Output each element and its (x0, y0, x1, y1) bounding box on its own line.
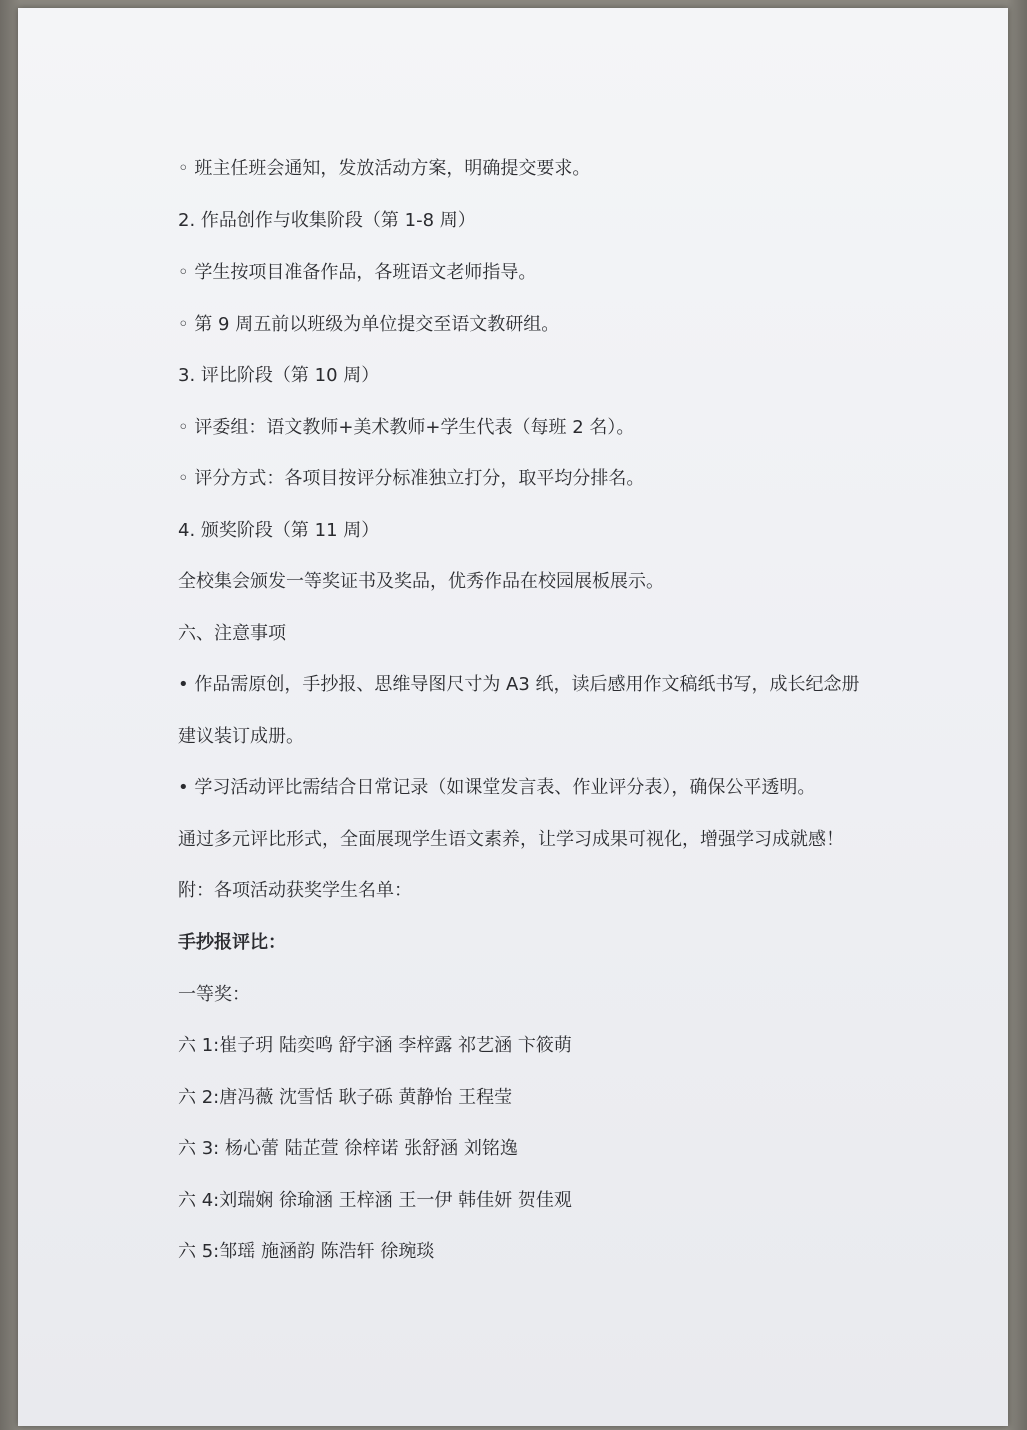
text-line-judges: ◦ 评委组：语文教师+美术教师+学生代表（每班 2 名）。 (178, 417, 635, 438)
paper-sheet (18, 8, 1008, 1426)
heading-handwritten-newspaper: 手抄报评比： (178, 932, 286, 953)
text-line-prepare-works: ◦ 学生按项目准备作品，各班语文老师指导。 (178, 262, 537, 283)
text-line-awards: 全校集会颁发一等奖证书及奖品，优秀作品在校园展板展示。 (178, 571, 664, 592)
winners-class-6-3: 六 3: 杨心蕾 陆芷萱 徐梓诺 张舒涵 刘铭逸 (178, 1138, 518, 1159)
text-line-scoring: ◦ 评分方式：各项目按评分标准独立打分，取平均分排名。 (178, 468, 645, 489)
text-line-daily-records: • 学习活动评比需结合日常记录（如课堂发言表、作业评分表），确保公平透明。 (178, 777, 816, 798)
heading-stage-4: 4. 颁奖阶段（第 11 周） (178, 520, 380, 541)
text-line-submit-week9: ◦ 第 9 周五前以班级为单位提交至语文教研组。 (178, 314, 560, 335)
winners-class-6-5: 六 5:邹瑶 施涵韵 陈浩轩 徐琬琰 (178, 1241, 435, 1262)
text-line-binding: 建议装订成册。 (178, 726, 304, 747)
heading-stage-3: 3. 评比阶段（第 10 周） (178, 365, 380, 386)
text-line-summary: 通过多元评比形式，全面展现学生语文素养，让学习成果可视化，增强学习成就感！ (178, 829, 844, 850)
winners-class-6-1: 六 1:崔子玥 陆奕鸣 舒宇涵 李梓露 祁艺涵 卞筱萌 (178, 1035, 572, 1056)
text-line-original-work: • 作品需原创，手抄报、思维导图尺寸为 A3 纸，读后感用作文稿纸书写，成长纪念册 (178, 674, 860, 695)
winners-class-6-4: 六 4:刘瑞娴 徐瑜涵 王梓涵 王一伊 韩佳妍 贺佳观 (178, 1190, 572, 1211)
heading-first-prize: 一等奖： (178, 984, 250, 1005)
heading-stage-2: 2. 作品创作与收集阶段（第 1-8 周） (178, 210, 476, 231)
winners-class-6-2: 六 2:唐冯薇 沈雪恬 耿子砾 黄静怡 王程莹 (178, 1087, 513, 1108)
text-line-class-meeting: ◦ 班主任班会通知，发放活动方案，明确提交要求。 (178, 158, 591, 179)
heading-notes: 六、注意事项 (178, 623, 286, 644)
heading-appendix: 附：各项活动获奖学生名单： (178, 880, 412, 901)
